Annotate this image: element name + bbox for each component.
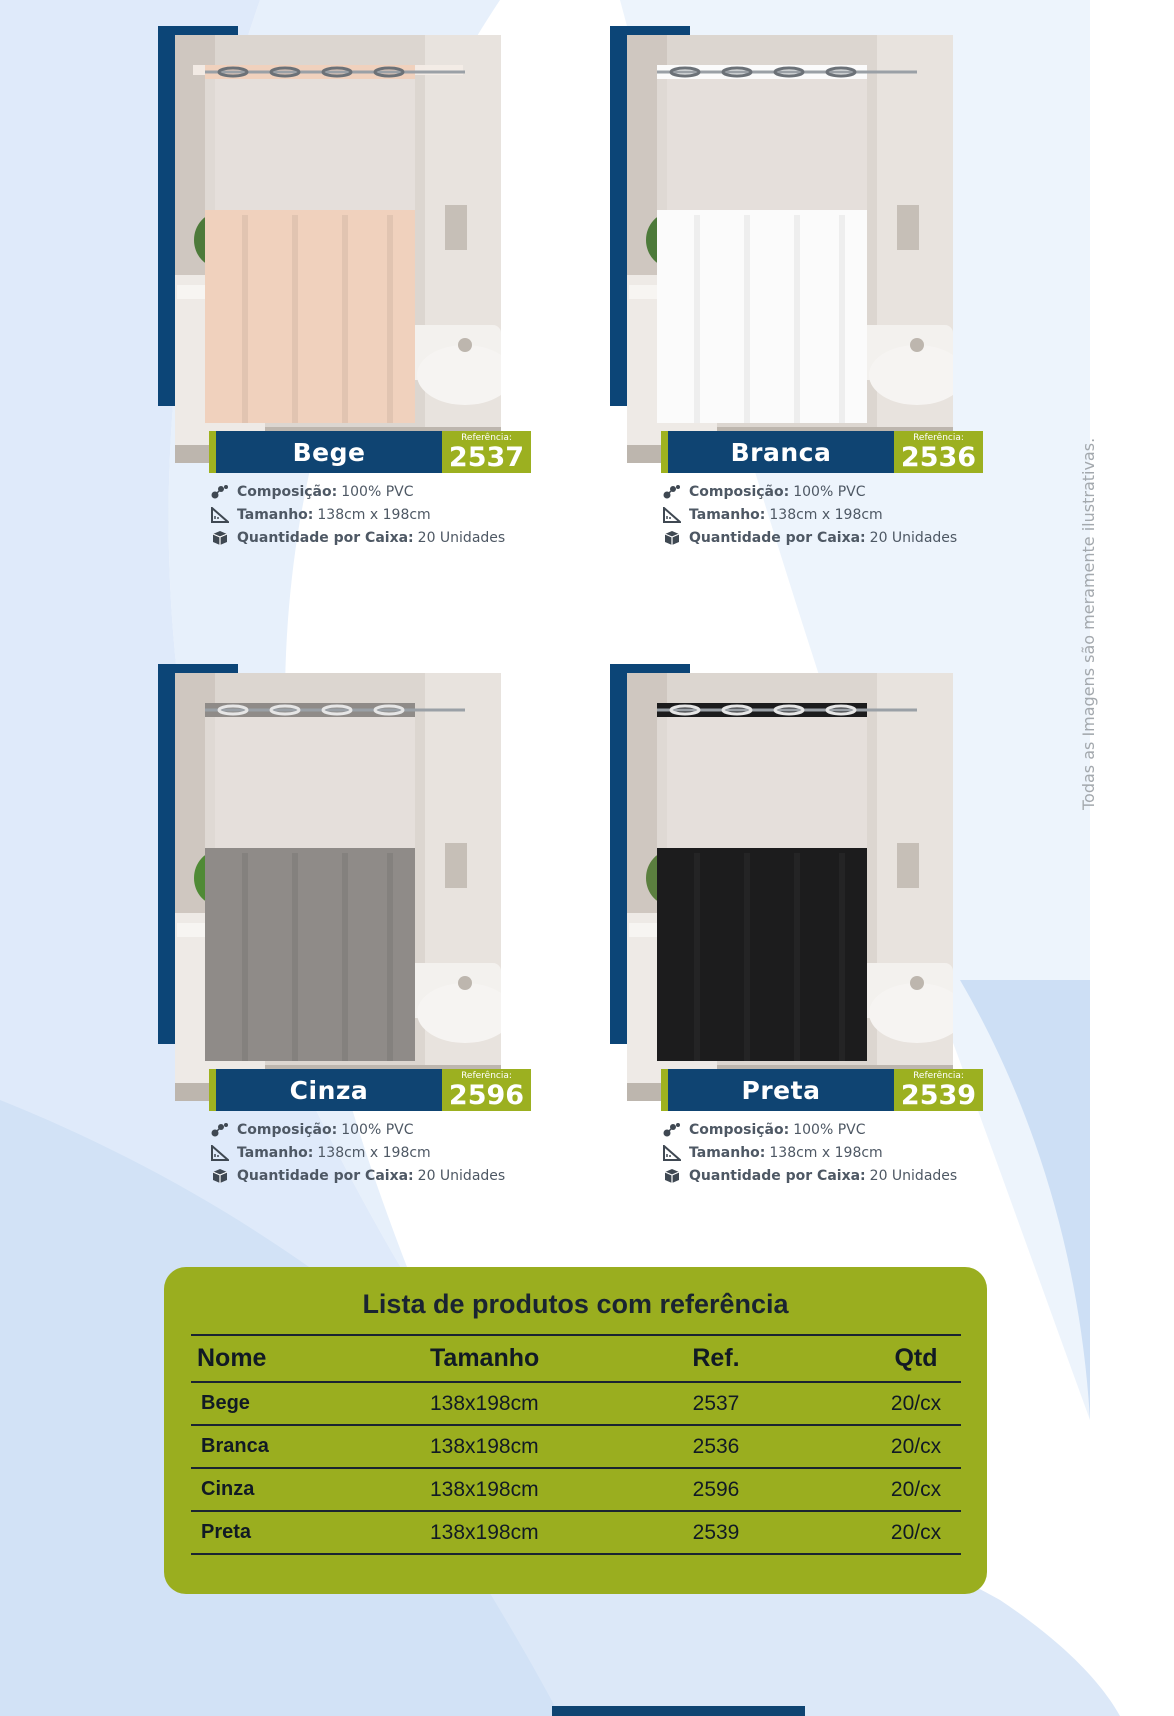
composition-value: 100% PVC xyxy=(793,1121,866,1138)
product-photo xyxy=(627,673,953,1101)
ruler-icon xyxy=(210,1144,230,1162)
curtain-panel xyxy=(657,848,867,1061)
box-icon xyxy=(210,1167,230,1185)
reference-badge xyxy=(894,431,983,473)
quantity-label: Quantidade por Caixa: xyxy=(689,1167,866,1184)
quantity-label: Quantidade por Caixa: xyxy=(689,529,866,546)
reference-badge xyxy=(442,431,531,473)
product-card-branca xyxy=(610,26,1000,586)
bathroom-illustration xyxy=(627,673,953,1101)
reference-number: 2596 xyxy=(448,1080,525,1111)
footer-accent-bar xyxy=(552,1706,805,1716)
cell-name: Bege xyxy=(201,1392,250,1414)
curtain-panel xyxy=(657,210,867,423)
cell-name: Preta xyxy=(201,1521,252,1543)
product-name: Preta xyxy=(741,1075,821,1105)
composition-label: Composição: xyxy=(689,483,790,500)
cell-qty: 20/cx xyxy=(890,1391,942,1415)
table-row xyxy=(191,1383,961,1426)
product-name-bar xyxy=(661,1069,894,1111)
ruler-icon xyxy=(662,506,682,524)
product-photo xyxy=(175,35,501,463)
product-specs xyxy=(210,1118,540,1187)
quantity-value: 20 Unidades xyxy=(417,529,506,546)
spec-quantity xyxy=(210,1164,540,1187)
size-value: 138cm x 198cm xyxy=(317,1144,431,1161)
quantity-label: Quantidade por Caixa: xyxy=(237,1167,414,1184)
size-label: Tamanho: xyxy=(237,506,314,523)
box-icon xyxy=(662,529,682,547)
composition-icon xyxy=(662,483,682,501)
cell-size: 138x198cm xyxy=(430,1520,539,1544)
spec-quantity xyxy=(662,1164,992,1187)
cell-ref: 2536 xyxy=(692,1434,740,1458)
reference-badge xyxy=(894,1069,983,1111)
size-value: 138cm x 198cm xyxy=(769,506,883,523)
spec-composition xyxy=(662,480,992,503)
composition-label: Composição: xyxy=(689,1121,790,1138)
cell-qty: 20/cx xyxy=(890,1520,942,1544)
box-icon xyxy=(662,1167,682,1185)
composition-value: 100% PVC xyxy=(341,483,414,500)
composition-value: 100% PVC xyxy=(341,1121,414,1138)
spec-size xyxy=(662,1141,992,1164)
table-header-row xyxy=(191,1336,961,1383)
header-nome: Nome xyxy=(197,1344,267,1372)
size-value: 138cm x 198cm xyxy=(769,1144,883,1161)
header-ref: Ref. xyxy=(692,1344,740,1372)
spec-composition xyxy=(210,1118,540,1141)
product-name-bar xyxy=(209,1069,442,1111)
cell-ref: 2596 xyxy=(692,1477,740,1501)
cell-name: Branca xyxy=(201,1435,269,1457)
composition-icon xyxy=(210,1121,230,1139)
reference-label: Referência: xyxy=(461,1071,512,1081)
reference-number: 2536 xyxy=(900,442,977,473)
ruler-icon xyxy=(662,1144,682,1162)
reference-number: 2539 xyxy=(900,1080,977,1111)
ruler-icon xyxy=(210,506,230,524)
quantity-label: Quantidade por Caixa: xyxy=(237,529,414,546)
bathroom-illustration xyxy=(175,35,501,463)
product-reference-table xyxy=(164,1267,987,1594)
spec-quantity xyxy=(210,526,540,549)
bathroom-illustration xyxy=(627,35,953,463)
product-card-bege xyxy=(158,26,548,586)
product-name: Branca xyxy=(730,437,832,467)
cell-ref: 2539 xyxy=(692,1520,740,1544)
cell-size: 138x198cm xyxy=(430,1477,539,1501)
spec-composition xyxy=(662,1118,992,1141)
header-tamanho: Tamanho xyxy=(430,1344,540,1372)
product-name-bar xyxy=(209,431,442,473)
table-row xyxy=(191,1469,961,1512)
product-specs xyxy=(662,1118,992,1187)
quantity-value: 20 Unidades xyxy=(869,1167,958,1184)
quantity-value: 20 Unidades xyxy=(417,1167,506,1184)
table-row xyxy=(191,1512,961,1555)
product-name: Bege xyxy=(292,437,366,467)
spec-size xyxy=(210,1141,540,1164)
composition-icon xyxy=(662,1121,682,1139)
composition-label: Composição: xyxy=(237,1121,338,1138)
spec-size xyxy=(210,503,540,526)
reference-label: Referência: xyxy=(913,433,964,443)
size-label: Tamanho: xyxy=(237,1144,314,1161)
cell-qty: 20/cx xyxy=(890,1477,942,1501)
spec-size xyxy=(662,503,992,526)
table-title: Lista de produtos com referência xyxy=(362,1289,789,1319)
product-name-bar xyxy=(661,431,894,473)
cell-name: Cinza xyxy=(201,1478,255,1500)
table-row xyxy=(191,1426,961,1469)
product-specs xyxy=(210,480,540,549)
table-grid xyxy=(191,1334,961,1555)
size-label: Tamanho: xyxy=(689,506,766,523)
cell-ref: 2537 xyxy=(692,1391,740,1415)
product-photo xyxy=(175,673,501,1101)
bathroom-illustration xyxy=(175,673,501,1101)
product-specs xyxy=(662,480,992,549)
size-value: 138cm x 198cm xyxy=(317,506,431,523)
curtain-panel xyxy=(205,848,415,1061)
quantity-value: 20 Unidades xyxy=(869,529,958,546)
reference-number: 2537 xyxy=(448,442,525,473)
reference-label: Referência: xyxy=(913,1071,964,1081)
disclaimer-note: Todas as Imagens são meramente ilustrativas. xyxy=(1079,437,1098,810)
product-photo xyxy=(627,35,953,463)
spec-quantity xyxy=(662,526,992,549)
header-qtd: Qtd xyxy=(894,1344,938,1372)
product-card-cinza xyxy=(158,664,548,1224)
curtain-panel xyxy=(205,210,415,423)
cell-qty: 20/cx xyxy=(890,1434,942,1458)
reference-label: Referência: xyxy=(461,433,512,443)
composition-icon xyxy=(210,483,230,501)
composition-label: Composição: xyxy=(237,483,338,500)
cell-size: 138x198cm xyxy=(430,1391,539,1415)
box-icon xyxy=(210,529,230,547)
reference-badge xyxy=(442,1069,531,1111)
product-card-preta xyxy=(610,664,1000,1224)
spec-composition xyxy=(210,480,540,503)
size-label: Tamanho: xyxy=(689,1144,766,1161)
product-name: Cinza xyxy=(289,1075,369,1105)
composition-value: 100% PVC xyxy=(793,483,866,500)
cell-size: 138x198cm xyxy=(430,1434,539,1458)
